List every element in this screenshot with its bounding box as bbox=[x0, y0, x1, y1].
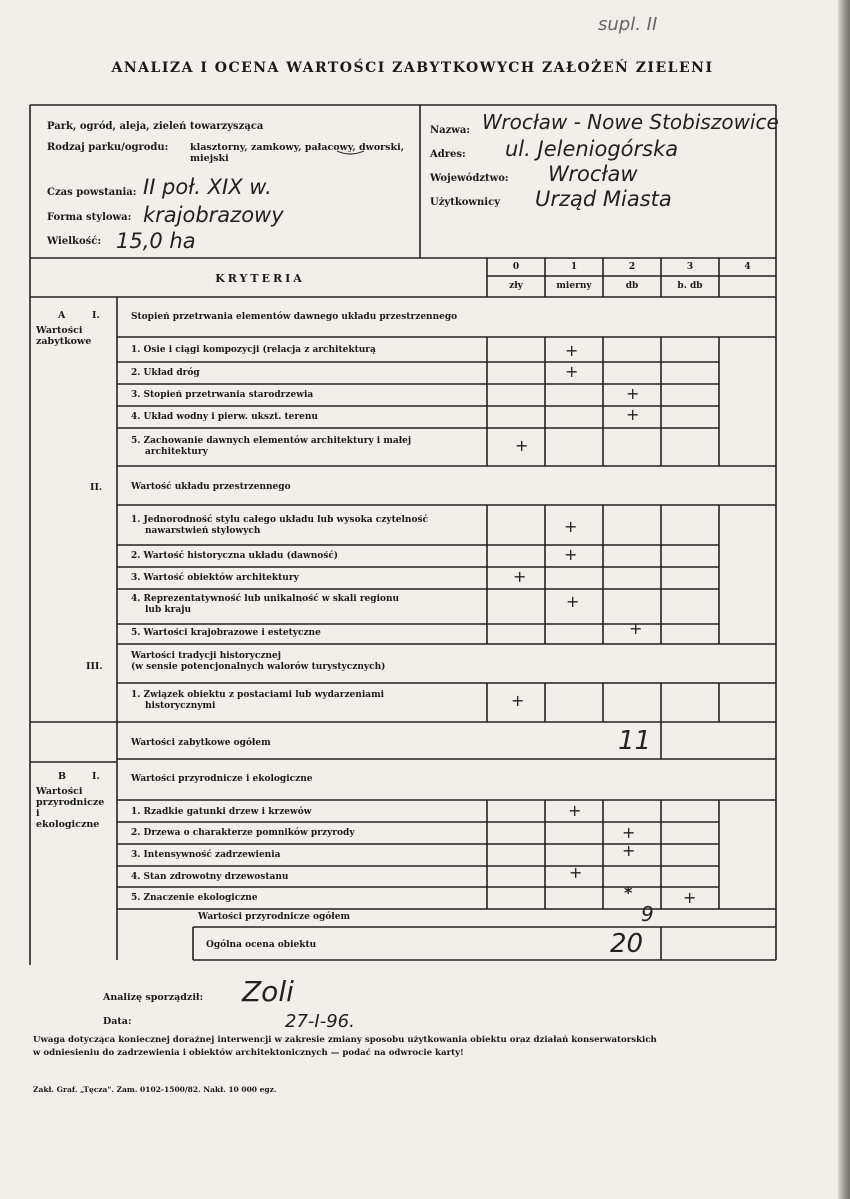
criterion-a2-2: 2. Wartość historyczna układu (dawność) bbox=[131, 551, 339, 561]
mark-a1-4: + bbox=[626, 405, 640, 424]
name-label: Nazwa: bbox=[430, 125, 471, 136]
criterion-a1-5-line2: architektury bbox=[145, 446, 208, 457]
corner-note: supl. II bbox=[598, 14, 658, 35]
section-a-total-value: 11 bbox=[618, 726, 652, 756]
criteria-header: KRYTERIA bbox=[215, 272, 305, 285]
user-label: Użytkownicy bbox=[430, 197, 501, 208]
address-label: Adres: bbox=[430, 149, 466, 160]
criterion-a1-5 bbox=[131, 436, 411, 457]
criterion-b-5: 5. Znaczenie ekologiczne bbox=[131, 893, 258, 903]
section-b-letter: B bbox=[58, 771, 67, 782]
note-line2: w odniesieniu do zadrzewienia i obiektów architektonicznych — podać na odwrocie karty! bbox=[33, 1048, 464, 1058]
mark-a2-1: + bbox=[564, 517, 578, 536]
mark-a2-2: + bbox=[564, 545, 578, 564]
mark-a1-2: + bbox=[565, 362, 579, 381]
criterion-a3-1-line2: historycznymi bbox=[145, 700, 216, 711]
group3-title-line1: Wartości tradycji historycznej bbox=[131, 651, 281, 661]
section-b-label: Wartości przyrodnicze i ekologiczne bbox=[36, 786, 105, 830]
section-a-total-label: Wartości zabytkowe ogółem bbox=[131, 738, 271, 748]
group1-title: Stopień przetrwania elementów dawnego układu przestrzennego bbox=[131, 312, 458, 322]
section-a-roman2: II. bbox=[90, 482, 103, 493]
kind-options bbox=[190, 142, 420, 164]
kind-options-line2: miejski bbox=[190, 153, 229, 164]
mark-a2-5: + bbox=[629, 619, 643, 638]
criterion-a1-1: 1. Osie i ciągi kompozycji (relacja z architekturą bbox=[131, 345, 376, 355]
group3-title-line2: (w sensie potencjonalnych walorów turystycznych) bbox=[131, 661, 386, 672]
grade-1: mierny bbox=[556, 281, 592, 291]
criterion-a3-1-line1: 1. Związek obiektu z postaciami lub wydarzeniami bbox=[131, 690, 385, 700]
name-value: Wrocław - Nowe Stobiszowice bbox=[482, 110, 779, 134]
created-value: II poł. XIX w. bbox=[143, 175, 272, 199]
section-a-roman: I. bbox=[92, 310, 100, 321]
size-value: 15,0 ha bbox=[116, 229, 196, 253]
mark-a2-3: + bbox=[513, 567, 527, 586]
group2-title: Wartość układu przestrzennego bbox=[131, 482, 291, 492]
criterion-a2-1-line2: nawarstwień stylowych bbox=[145, 525, 261, 536]
criterion-a3-1 bbox=[131, 690, 384, 711]
mark-a1-5: + bbox=[515, 436, 529, 455]
criterion-a1-2: 2. Układ dróg bbox=[131, 368, 200, 378]
criterion-a2-4-line2: lub kraju bbox=[145, 604, 191, 615]
section-b-roman: I. bbox=[92, 771, 100, 782]
score-3: 3 bbox=[686, 262, 694, 272]
criterion-a2-3: 3. Wartość obiektów architektury bbox=[131, 573, 299, 583]
score-1: 1 bbox=[570, 262, 578, 272]
voivodeship-label: Województwo: bbox=[430, 173, 509, 184]
criterion-a2-4 bbox=[131, 594, 399, 615]
mark-a2-4: + bbox=[566, 592, 580, 611]
criterion-a2-5: 5. Wartości krajobrazowe i estetyczne bbox=[131, 628, 321, 638]
criterion-a2-1 bbox=[131, 515, 428, 536]
address-value: ul. Jeleniogórska bbox=[505, 137, 679, 161]
criterion-a1-4: 4. Układ wodny i pierw. ukszt. terenu bbox=[131, 412, 318, 422]
criterion-b-4: 4. Stan zdrowotny drzewostanu bbox=[131, 872, 289, 882]
analysis-label: Analizę sporządził: bbox=[103, 992, 204, 1003]
kind-label: Rodzaj parku/ogrodu: bbox=[47, 142, 169, 153]
section-b-total-value: 9 bbox=[641, 902, 654, 926]
mark-b-4: + bbox=[569, 863, 583, 882]
mark-b-5: + bbox=[683, 888, 697, 907]
style-value: krajobrazowy bbox=[143, 203, 284, 227]
style-label: Forma stylowa: bbox=[47, 212, 132, 223]
date-value: 27-I-96. bbox=[285, 1011, 355, 1032]
page-title: ANALIZA I OCENA WARTOŚCI ZABYTKOWYCH ZAŁOŻEŃ ZIELENI bbox=[111, 60, 714, 76]
grade-3: b. db bbox=[677, 281, 703, 291]
park-types-label: Park, ogród, aleja, zieleń towarzysząca bbox=[47, 121, 264, 132]
section-b-group-title: Wartości przyrodnicze i ekologiczne bbox=[131, 774, 313, 784]
user-value: Urząd Miasta bbox=[535, 187, 672, 211]
created-label: Czas powstania: bbox=[47, 187, 137, 198]
note-line1: Uwaga dotycząca koniecznej doraźnej interwencji w zakresie zmiany sposobu użytkowania obiektu oraz działań konserwatorskich bbox=[33, 1035, 657, 1045]
section-a-label: Wartości zabytkowe bbox=[36, 325, 92, 347]
section-a-letter: A bbox=[58, 310, 66, 321]
criterion-b-1: 1. Rzadkie gatunki drzew i krzewów bbox=[131, 807, 312, 817]
voivodeship-value: Wrocław bbox=[548, 162, 638, 186]
size-label: Wielkość: bbox=[47, 236, 102, 247]
printer-info: Zakł. Graf. „Tęcza". Zam. 0102-1500/82. Nakł. 10 000 egz. bbox=[33, 1085, 277, 1094]
signature: Zoli bbox=[242, 975, 294, 1008]
criterion-b-2: 2. Drzewa o charakterze pomników przyrody bbox=[131, 828, 355, 838]
mark-b-1: + bbox=[568, 801, 582, 820]
score-4: 4 bbox=[744, 262, 751, 272]
mark-b-2: + bbox=[622, 823, 636, 842]
mark-b-5-crossed: * bbox=[624, 883, 633, 902]
overall-label: Ogólna ocena obiektu bbox=[206, 940, 317, 950]
section-b-total-label: Wartości przyrodnicze ogółem bbox=[198, 912, 350, 922]
section-a-roman3: III. bbox=[86, 661, 103, 672]
score-2: 2 bbox=[628, 262, 636, 272]
overall-value: 20 bbox=[610, 929, 644, 959]
mark-a1-3: + bbox=[626, 384, 640, 403]
criterion-a1-3: 3. Stopień przetrwania starodrzewia bbox=[131, 390, 314, 400]
grade-2: db bbox=[625, 281, 639, 291]
mark-b-3: + bbox=[622, 841, 636, 860]
mark-a1-1: + bbox=[565, 341, 579, 360]
criterion-a1-5-line1: 5. Zachowanie dawnych elementów architektury i małej bbox=[131, 436, 412, 446]
date-label: Data: bbox=[103, 1016, 132, 1027]
group3-title bbox=[131, 651, 385, 672]
criterion-a2-4-line1: 4. Reprezentatywność lub unikalność w skali regionu bbox=[131, 594, 400, 604]
criterion-a2-1-line1: 1. Jednorodność stylu całego układu lub wysoka czytelność bbox=[131, 515, 428, 525]
mark-a3-1: + bbox=[511, 691, 525, 710]
grade-0: zły bbox=[509, 281, 523, 291]
criterion-b-3: 3. Intensywność zadrzewienia bbox=[131, 850, 281, 860]
kind-options-line1: klasztorny, zamkowy, pałacowy, dworski, bbox=[190, 142, 405, 153]
score-0: 0 bbox=[512, 262, 520, 272]
